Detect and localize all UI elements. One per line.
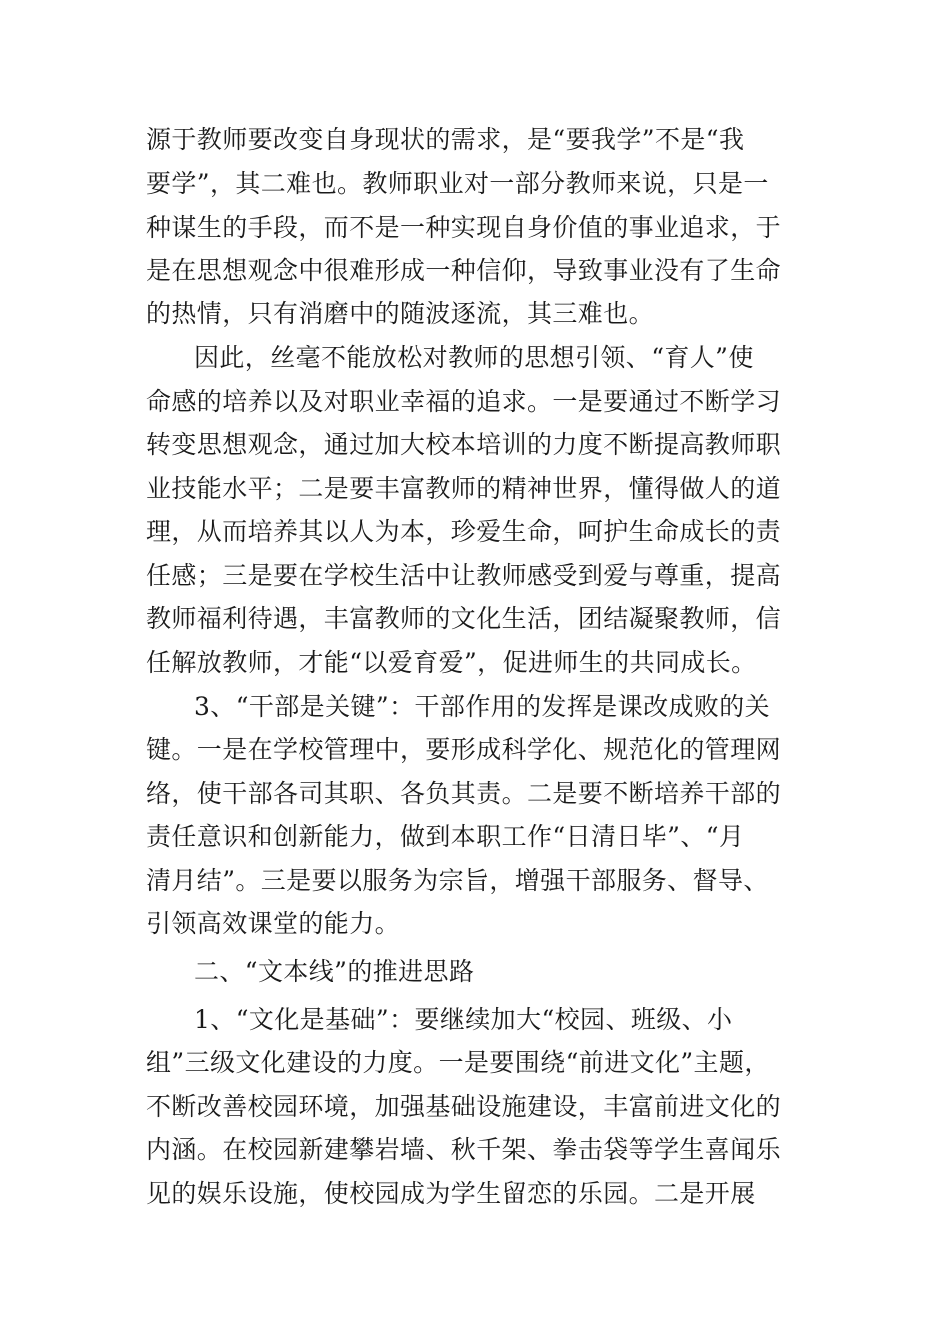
paragraph-start-line: 3、“干部是关键”：干部作用的发挥是课改成败的关 xyxy=(194,692,771,721)
text-line: 是在思想观念中很难形成一种信仰，导致事业没有了生命 xyxy=(146,256,782,285)
text-line: 种谋生的手段，而不是一种实现自身价值的事业追求，于 xyxy=(146,213,782,242)
paragraph-start-line: 1、“文化是基础”：要继续加大“校园、班级、小 xyxy=(194,1005,733,1034)
text-line: 责任意识和创新能力，做到本职工作“日清日毕”、“月 xyxy=(146,822,745,851)
text-line: 清月结”。三是要以服务为宗旨，增强干部服务、督导、 xyxy=(146,866,769,895)
text-line: 业技能水平；二是要丰富教师的精神世界，懂得做人的道 xyxy=(146,474,782,503)
text-line: 组”三级文化建设的力度。一是要围绕“前进文化”主题， xyxy=(146,1048,770,1077)
section-heading: 二、“文本线”的推进思路 xyxy=(194,957,475,986)
paragraph-start-line: 因此，丝毫不能放松对教师的思想引领、“育人”使 xyxy=(194,343,754,372)
text-line: 络，使干部各司其职、各负其责。二是要不断培养干部的 xyxy=(146,779,782,808)
text-line: 理，从而培养其以人为本，珍爱生命，呵护生命成长的责 xyxy=(146,517,782,546)
text-line: 要学”，其二难也。教师职业对一部分教师来说，只是一 xyxy=(146,169,769,198)
text-line: 见的娱乐设施，使校园成为学生留恋的乐园。二是开展 xyxy=(146,1179,756,1208)
text-line: 源于教师要改变自身现状的需求，是“要我学”不是“我 xyxy=(146,125,745,154)
text-line: 不断改善校园环境，加强基础设施建设，丰富前进文化的 xyxy=(146,1092,782,1121)
text-line: 键。一是在学校管理中，要形成科学化、规范化的管理网 xyxy=(146,735,782,764)
text-line: 任解放教师，才能“以爱育爱”，促进师生的共同成长。 xyxy=(146,648,757,677)
text-line: 命感的培养以及对职业幸福的追求。一是要通过不断学习 xyxy=(146,387,782,416)
text-line: 的热情，只有消磨中的随波逐流，其三难也。 xyxy=(146,299,655,328)
text-line: 引领高效课堂的能力。 xyxy=(146,909,401,938)
text-line: 内涵。在校园新建攀岩墙、秋千架、拳击袋等学生喜闻乐 xyxy=(146,1135,782,1164)
text-line: 转变思想观念，通过加大校本培训的力度不断提高教师职 xyxy=(146,430,782,459)
text-line: 教师福利待遇，丰富教师的文化生活，团结凝聚教师，信 xyxy=(146,604,782,633)
text-line: 任感；三是要在学校生活中让教师感受到爱与尊重，提高 xyxy=(146,561,782,590)
